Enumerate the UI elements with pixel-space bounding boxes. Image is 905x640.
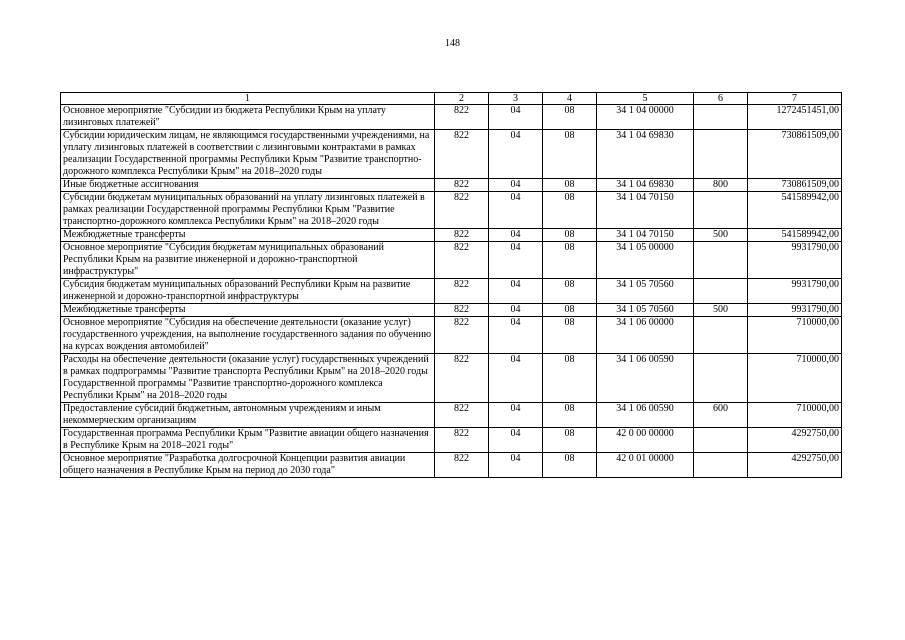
ministry-code: 822 [435,403,489,428]
section-code: 04 [489,229,543,242]
table-row [61,192,842,229]
table-row [61,105,842,130]
ministry-code: 822 [435,229,489,242]
amount: 710000,00 [748,403,842,428]
table-row [61,304,842,317]
section-code: 04 [489,279,543,304]
table-row [61,428,842,453]
ministry-code: 822 [435,317,489,354]
subsection-code: 08 [543,130,597,179]
subsection-code: 08 [543,317,597,354]
table-row [61,179,842,192]
section-code: 04 [489,304,543,317]
target-article-code: 42 0 00 00000 [597,428,694,453]
table-row [61,279,842,304]
ministry-code: 822 [435,453,489,478]
subsection-code: 08 [543,403,597,428]
section-code: 04 [489,179,543,192]
section-code: 04 [489,317,543,354]
expense-type-code: 500 [694,229,748,242]
item-name: Субсидии юридическим лицам, не являющимся государственными учреждениями, на уплату лизинговых платежей в соответствии с лизинговыми контрактами в рамках реализации Государственной программы Республики Крым "Развитие транспортно-дорожного комплекса Республики Крым" на 2018–2020 годы [61,130,435,179]
subsection-code: 08 [543,279,597,304]
ministry-code: 822 [435,105,489,130]
target-article-code: 34 1 04 69830 [597,130,694,179]
column-header: 6 [694,93,748,105]
expense-type-code [694,242,748,279]
ministry-code: 822 [435,179,489,192]
target-article-code: 34 1 06 00000 [597,317,694,354]
column-header: 3 [489,93,543,105]
amount: 710000,00 [748,317,842,354]
section-code: 04 [489,105,543,130]
target-article-code: 34 1 04 69830 [597,179,694,192]
ministry-code: 822 [435,279,489,304]
target-article-code: 34 1 04 70150 [597,192,694,229]
amount: 541589942,00 [748,229,842,242]
item-name: Государственная программа Республики Крым "Развитие авиации общего назначения в Республике Крым на 2018–2021 годы" [61,428,435,453]
target-article-code: 42 0 01 00000 [597,453,694,478]
ministry-code: 822 [435,354,489,403]
expense-type-code: 600 [694,403,748,428]
budget-table [60,92,842,478]
amount: 9931790,00 [748,242,842,279]
amount: 1272451451,00 [748,105,842,130]
subsection-code: 08 [543,229,597,242]
section-code: 04 [489,130,543,179]
amount: 9931790,00 [748,304,842,317]
amount: 4292750,00 [748,428,842,453]
expense-type-code [694,317,748,354]
subsection-code: 08 [543,354,597,403]
expense-type-code: 800 [694,179,748,192]
amount: 730861509,00 [748,130,842,179]
expense-type-code [694,279,748,304]
ministry-code: 822 [435,130,489,179]
item-name: Основное мероприятие "Субсидии из бюджета Республики Крым на уплату лизинговых платежей" [61,105,435,130]
target-article-code: 34 1 04 70150 [597,229,694,242]
header-row [61,93,842,105]
ministry-code: 822 [435,428,489,453]
table-row [61,453,842,478]
expense-type-code [694,105,748,130]
section-code: 04 [489,354,543,403]
subsection-code: 08 [543,192,597,229]
item-name: Межбюджетные трансферты [61,229,435,242]
amount: 541589942,00 [748,192,842,229]
expense-type-code [694,453,748,478]
item-name: Субсидия бюджетам муниципальных образований Республики Крым на развитие инженерной и дорожно-транспортной инфраструктуры [61,279,435,304]
subsection-code: 08 [543,453,597,478]
expense-type-code [694,428,748,453]
amount: 730861509,00 [748,179,842,192]
section-code: 04 [489,192,543,229]
target-article-code: 34 1 05 00000 [597,242,694,279]
table-row [61,130,842,179]
section-code: 04 [489,453,543,478]
target-article-code: 34 1 04 00000 [597,105,694,130]
table-row [61,242,842,279]
item-name: Расходы на обеспечение деятельности (оказание услуг) государственных учреждений в рамках подпрограммы "Развитие транспорта Республики Крым" на 2018–2020 годы Государственной программы "Развитие транспортно-дорожного комплекса Республики Крым" на 2018–2020 годы [61,354,435,403]
column-header: 2 [435,93,489,105]
table-row [61,403,842,428]
expense-type-code [694,354,748,403]
subsection-code: 08 [543,304,597,317]
subsection-code: 08 [543,105,597,130]
ministry-code: 822 [435,192,489,229]
item-name: Иные бюджетные ассигнования [61,179,435,192]
section-code: 04 [489,242,543,279]
item-name: Предоставление субсидий бюджетным, автономным учреждениям и иным некоммерческим организациям [61,403,435,428]
item-name: Основное мероприятие "Субсидия на обеспечение деятельности (оказание услуг) государственного учреждения, на выполнение государственного задания по обучению на курсах вождения автомобилей" [61,317,435,354]
target-article-code: 34 1 05 70560 [597,304,694,317]
item-name: Основное мероприятие "Субсидия бюджетам муниципальных образований Республики Крым на развитие инженерной и дорожно-транспортной инфраструктуры" [61,242,435,279]
expense-type-code [694,192,748,229]
target-article-code: 34 1 06 00590 [597,354,694,403]
subsection-code: 08 [543,179,597,192]
table-row [61,354,842,403]
expense-type-code [694,130,748,179]
column-header: 5 [597,93,694,105]
item-name: Межбюджетные трансферты [61,304,435,317]
table-row [61,317,842,354]
amount: 9931790,00 [748,279,842,304]
page-number: 148 [445,38,460,49]
target-article-code: 34 1 06 00590 [597,403,694,428]
column-header: 7 [748,93,842,105]
item-name: Субсидии бюджетам муниципальных образований на уплату лизинговых платежей в рамках реализации Государственной программы Республики Крым "Развитие транспортно-дорожного комплекса Республики Крым" на 2018–2020 годы [61,192,435,229]
subsection-code: 08 [543,428,597,453]
column-header: 4 [543,93,597,105]
amount: 710000,00 [748,354,842,403]
section-code: 04 [489,403,543,428]
item-name: Основное мероприятие "Разработка долгосрочной Концепции развития авиации общего назначения в Республике Крым на период до 2030 года" [61,453,435,478]
subsection-code: 08 [543,242,597,279]
target-article-code: 34 1 05 70560 [597,279,694,304]
table-row [61,229,842,242]
section-code: 04 [489,428,543,453]
expense-type-code: 500 [694,304,748,317]
column-header: 1 [61,93,435,105]
ministry-code: 822 [435,304,489,317]
amount: 4292750,00 [748,453,842,478]
ministry-code: 822 [435,242,489,279]
